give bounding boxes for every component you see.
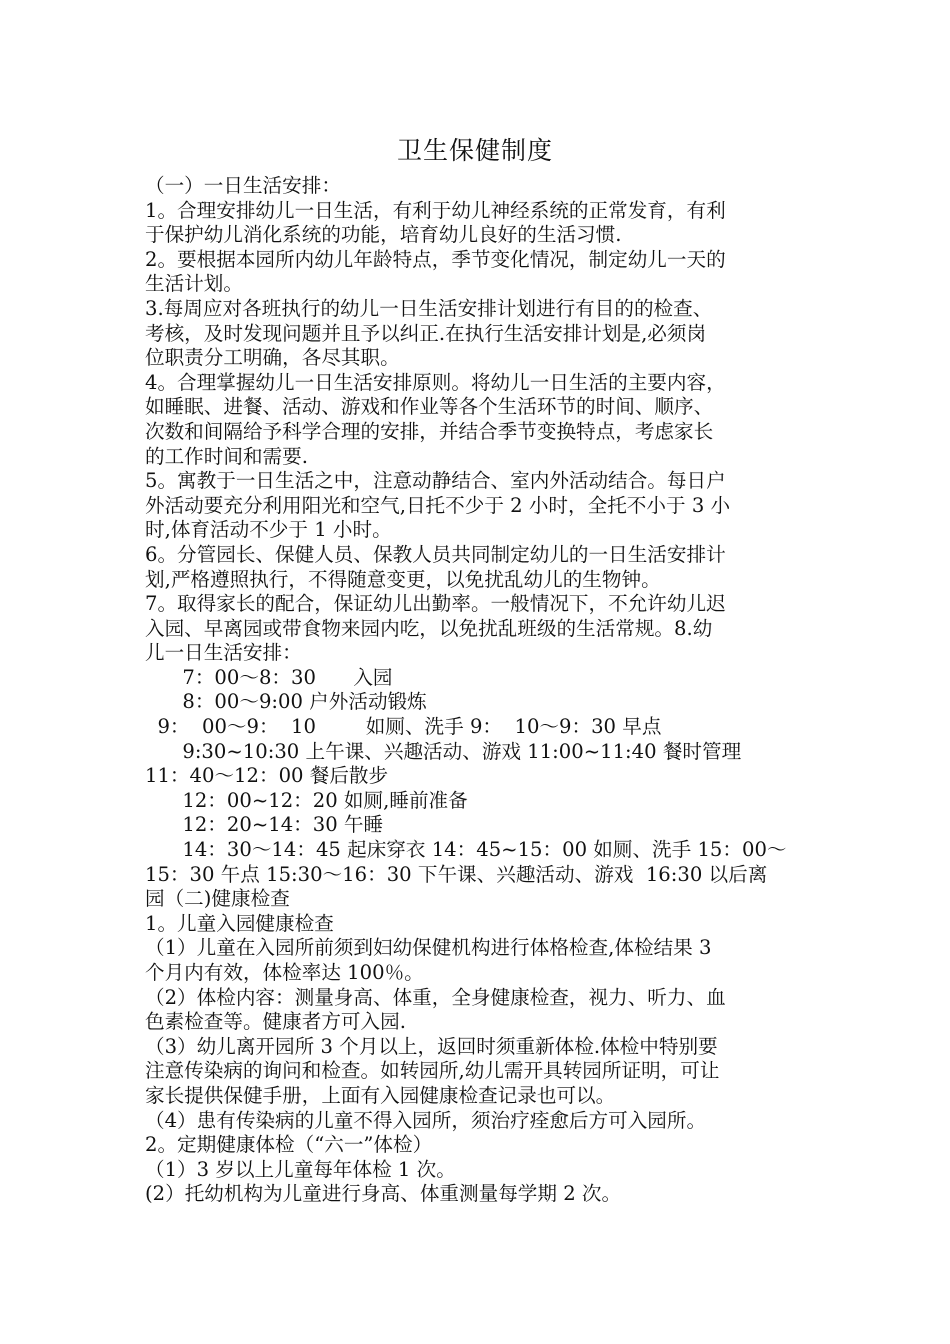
text-line: 6。分管园长、保健人员、保教人员共同制定幼儿的一日生活安排计: [145, 542, 726, 566]
text-line: 1。合理安排幼儿一日生活，有利于幼儿神经系统的正常发育，有利: [145, 198, 726, 222]
text-line: 于保护幼儿消化系统的功能，培育幼儿良好的生活习惯.: [145, 223, 622, 247]
text-line: 生活计划。: [145, 272, 243, 296]
text-line: 8：00～9:00 户外活动锻炼: [145, 690, 427, 714]
text-line: 时,体育活动不少于 1 小时。: [145, 518, 392, 542]
text-line: 如睡眠、进餐、活动、游戏和作业等各个生活环节的时间、顺序、: [145, 395, 714, 419]
text-line: 7：00～8：30 入园: [145, 665, 393, 689]
text-line: 2。定期健康体检（“六一”体检）: [145, 1133, 433, 1157]
document-title: 卫生保健制度: [396, 136, 553, 165]
text-line: 考核，及时发现问题并且予以纠正.在执行生活安排计划是,必须岗: [145, 321, 707, 345]
text-line: 园（二)健康检查: [145, 887, 290, 911]
text-line: （2）体检内容：测量身高、体重，全身健康检查，视力、听力、血: [145, 985, 726, 1009]
text-line: 12：20~14：30 午睡: [145, 813, 384, 837]
text-line: 注意传染病的询问和检查。如转园所,幼儿需开具转园所证明，可让: [145, 1059, 720, 1083]
text-line: （4）患有传染病的儿童不得入园所，须治疗痊愈后方可入园所。: [145, 1108, 707, 1132]
text-line: 儿一日生活安排：: [145, 641, 302, 665]
text-line: （一）一日生活安排：: [145, 174, 341, 197]
text-line: 15：30 午点 15:30～16：30 下午课、兴趣活动、游戏 16:30 以后离: [145, 862, 768, 886]
text-line: 家长提供保健手册，上面有入园健康检查记录也可以。: [145, 1083, 616, 1107]
text-line: 外活动要充分利用阳光和空气,日托不少于 2 小时，全托不小于 3 小: [145, 493, 731, 517]
document-body: [145, 174, 815, 1207]
text-line: 1。儿童入园健康检查: [145, 911, 334, 935]
text-line: 划,严格遵照执行，不得随意变更，以免扰乱幼儿的生物钟。: [145, 567, 661, 591]
text-line: （3）幼儿离开园所 3 个月以上，返回时须重新体检.体检中特别要: [145, 1034, 718, 1058]
text-line: 4。合理掌握幼儿一日生活安排原则。将幼儿一日生活的主要内容，: [145, 370, 726, 394]
text-line: 个月内有效，体检率达 100％。: [145, 961, 424, 984]
text-line: 入园、早离园或带食物来园内吃，以免扰乱班级的生活常规。8.幼: [145, 616, 713, 640]
text-line: 7。取得家长的配合，保证幼儿出勤率。一般情况下，不允许幼儿迟: [145, 592, 726, 616]
text-line: 色素检查等。健康者方可入园.: [145, 1010, 406, 1034]
text-line: （1）3 岁以上儿童每年体检 1 次。: [145, 1157, 456, 1181]
text-line: 的工作时间和需要.: [145, 444, 308, 468]
text-line: 14：30～14：45 起床穿衣 14：45~15：00 如厕、洗手 15：00～: [145, 838, 787, 862]
text-line: 12：00~12：20 如厕,睡前准备: [145, 788, 468, 812]
text-line: 位职责分工明确，各尽其职。: [145, 346, 400, 370]
text-line: 2。要根据本园所内幼儿年龄特点，季节变化情况，制定幼儿一天的: [145, 247, 726, 271]
text-line: 次数和间隔给予科学合理的安排，并结合季节变换特点，考虑家长: [145, 419, 714, 443]
text-line: 11：40～12：00 餐后散步: [145, 764, 389, 788]
text-line: 9:30~10:30 上午课、兴趣活动、游戏 11:00~11:40 餐时管理: [145, 739, 742, 763]
text-line: （1）儿童在入园所前须到妇幼保健机构进行体格检查,体检结果 3: [145, 936, 712, 960]
text-line: 3.每周应对各班执行的幼儿一日生活安排计划进行有目的的检查、: [145, 296, 713, 320]
text-line: (2）托幼机构为儿童进行身高、体重测量每学期 2 次。: [145, 1182, 622, 1206]
text-line: 5。寓教于一日生活之中，注意动静结合、室内外活动结合。每日户: [145, 469, 726, 493]
text-line: 9： 00～9： 10 如厕、洗手 9： 10～9：30 早点: [145, 715, 662, 739]
